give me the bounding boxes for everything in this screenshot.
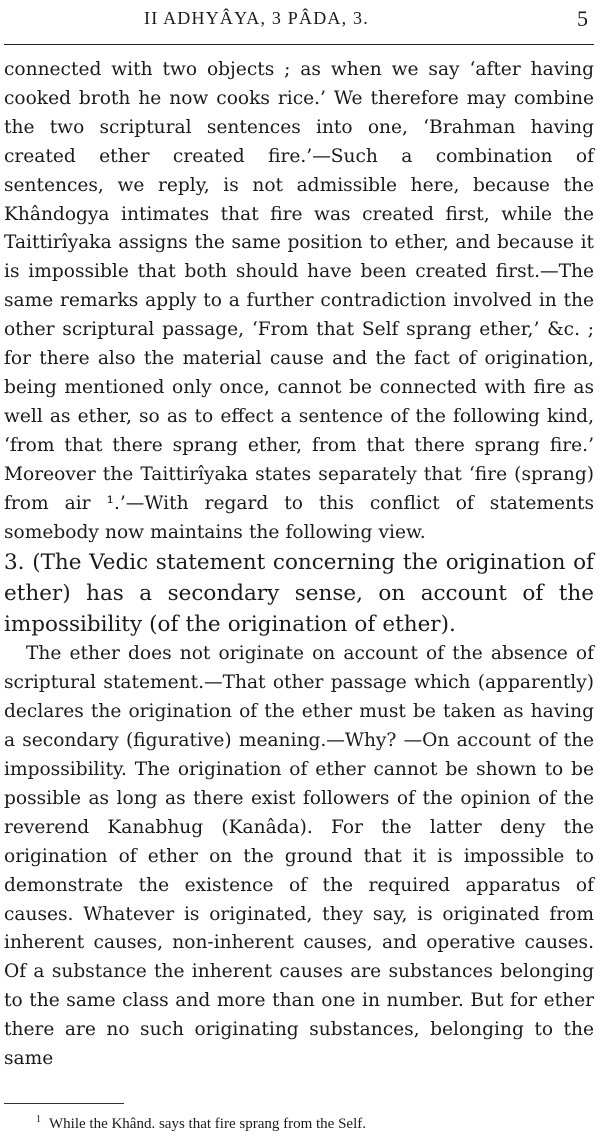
running-title: II ADHYÂYA, 3 PÂDA, 3. [144,8,369,28]
sutra-3: 3. (The Vedic statement concerning the origination of ether) has a secondary sense, on account of the impossibility (of the origination of ether). [4,550,594,638]
footnote-text: While the Khând. says that fire sprang from the Self. [49,1116,366,1132]
footnote-rule [4,1103,124,1104]
body-text [4,56,594,1074]
page-header [4,6,594,36]
footnote [36,1109,594,1135]
footnote-marker: 1 [36,1114,41,1125]
paragraph-continued: connected with two objects ; as when we say ‘after having cooked broth he now cooks rice.’ We therefore may combine the two scriptural sentences into one, ‘Brahman having created ether created fire.’—Such a combination of sentences, we reply, is not admissible here, because the Khândogya intimates that fire was created first, while the Taittirîyaka assigns the same position to ether, and because it is impossible that both should have been created first.—The same remarks apply to a further contradiction involved in the other scriptural passage, ‘From that Self sprang ether,’ &c. ; for there also the material cause and the fact of origination, being mentioned only once, cannot be connected with fire as well as ether, so as to effect a sentence of the following kind, ‘from that there sprang ether, from that there sprang fire.’ Moreover the Taittirîyaka states separately that ‘fire (sprang) from air ¹.’—With regard to this conflict of statements somebody now maintains the following view. [4,59,594,543]
commentary-paragraph: The ether does not originate on account of the absence of scriptural statement.—That other passage which (apparently) declares the origination of the ether must be taken as having a secondary (figurative) meaning.—Why? —On account of the impossibility. The origination of ether cannot be shown to be possible as long as there exist followers of the opinion of the reverend Kanabhug (Kanâda). For the latter deny the origination of ether on the ground that it is impossible to demonstrate the existence of the required apparatus of causes. Whatever is originated, they say, is originated from inherent causes, non-inherent causes, and operative causes. Of a substance the inherent causes are substances belonging to the same class and more than one in number. But for ether there are no such originating substances, belonging to the same [4,643,594,1070]
page-number: 5 [577,6,588,31]
header-rule [4,44,594,45]
